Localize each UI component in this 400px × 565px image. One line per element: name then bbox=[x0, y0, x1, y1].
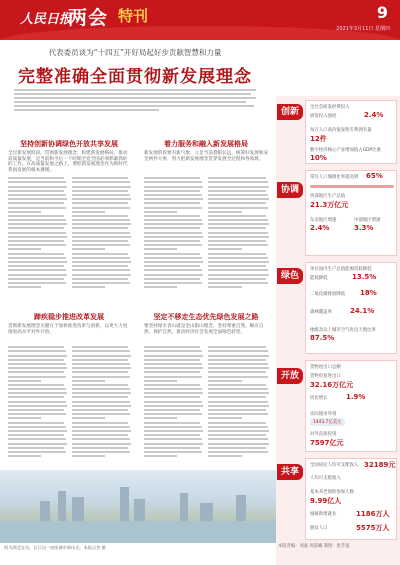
text-line bbox=[144, 278, 200, 280]
text-line bbox=[8, 376, 66, 378]
text-line bbox=[144, 455, 177, 457]
text-line bbox=[144, 371, 200, 373]
text-line bbox=[72, 392, 131, 394]
text-line bbox=[208, 223, 269, 225]
text-line bbox=[8, 190, 64, 192]
text-line bbox=[72, 278, 128, 280]
text-line bbox=[144, 244, 202, 246]
text-line bbox=[144, 401, 202, 403]
text-line bbox=[8, 207, 66, 209]
text-line bbox=[144, 434, 200, 436]
text-line bbox=[8, 244, 66, 246]
text-line bbox=[72, 447, 128, 449]
section-suffix: 特刊 bbox=[118, 7, 149, 25]
newspaper-logo: 人民日报 bbox=[20, 12, 73, 27]
text-line bbox=[208, 240, 266, 242]
text-line bbox=[8, 219, 66, 221]
page-headline: 完整准确全面贯彻新发展理念 bbox=[18, 67, 252, 87]
text-line bbox=[144, 181, 202, 183]
text-line bbox=[208, 253, 266, 255]
text-line bbox=[144, 219, 202, 221]
text-line bbox=[72, 269, 130, 271]
text-line bbox=[144, 376, 202, 378]
text-line bbox=[72, 261, 131, 263]
text-line bbox=[72, 282, 130, 284]
text-line bbox=[72, 409, 128, 411]
text-line bbox=[208, 401, 268, 403]
text-line bbox=[72, 248, 105, 250]
text-line bbox=[144, 211, 177, 213]
text-line bbox=[8, 367, 67, 369]
text-line bbox=[72, 355, 131, 357]
text-line bbox=[208, 430, 269, 432]
category-green: 绿色 bbox=[277, 268, 303, 284]
text-line bbox=[208, 422, 266, 424]
text-line bbox=[208, 227, 266, 229]
text-line bbox=[208, 447, 266, 449]
text-line bbox=[72, 434, 128, 436]
text-line bbox=[208, 363, 268, 365]
category-innovation: 创新 bbox=[277, 104, 303, 120]
opening-card: 货物进出口总额 货物贸易进出口 32.16万亿元 同比增长 1.9% 实际使用外资 1443.7亿美元 对外直接投资 7597亿元 bbox=[305, 360, 397, 452]
text-line bbox=[208, 257, 268, 259]
text-line bbox=[8, 401, 66, 403]
text-line bbox=[72, 215, 128, 217]
text-line bbox=[208, 409, 266, 411]
text-line bbox=[208, 215, 266, 217]
text-line bbox=[72, 388, 130, 390]
photo-caption: 图为湖北宜昌，长江边一座座城市新风光。本报记者 摄 bbox=[4, 545, 106, 550]
text-line bbox=[144, 232, 202, 234]
text-line bbox=[144, 363, 202, 365]
text-line bbox=[72, 346, 128, 348]
text-line bbox=[144, 248, 177, 250]
text-line bbox=[208, 371, 266, 373]
text-line bbox=[8, 396, 64, 398]
text-line bbox=[8, 181, 66, 183]
text-line bbox=[208, 405, 269, 407]
text-line bbox=[208, 232, 268, 234]
text-line bbox=[208, 434, 266, 436]
text-line bbox=[208, 359, 266, 361]
text-line bbox=[72, 211, 105, 213]
text-line bbox=[72, 198, 131, 200]
text-line bbox=[208, 384, 266, 386]
masthead-banner bbox=[0, 0, 400, 40]
text-line bbox=[8, 269, 66, 271]
text-line bbox=[8, 417, 41, 419]
text-line bbox=[8, 443, 67, 445]
article-1-subhead: 坚持创新协调绿色开放共享发展 bbox=[20, 140, 118, 148]
text-line bbox=[72, 455, 105, 457]
text-line bbox=[8, 405, 67, 407]
text-line bbox=[8, 265, 64, 267]
text-line bbox=[144, 409, 200, 411]
text-line bbox=[208, 413, 268, 415]
text-line bbox=[8, 455, 41, 457]
text-line bbox=[208, 346, 266, 348]
text-line bbox=[72, 274, 131, 276]
text-line bbox=[72, 227, 128, 229]
article-3-subhead: 蹄疾稳步推进改革发展 bbox=[34, 313, 104, 321]
text-line bbox=[8, 236, 67, 238]
text-line bbox=[72, 405, 131, 407]
text-line bbox=[144, 443, 203, 445]
text-line bbox=[208, 286, 242, 288]
article-4-lead: 要坚持绿水青山就是金山银山理念，坚持尊重自然、顺应自然、保护自然，推动经济社会发展全面绿色转型。 bbox=[144, 324, 264, 335]
text-line bbox=[72, 181, 130, 183]
text-line bbox=[8, 274, 67, 276]
text-line bbox=[208, 376, 268, 378]
text-line bbox=[144, 451, 202, 453]
text-line bbox=[8, 451, 66, 453]
text-line bbox=[144, 240, 200, 242]
text-line bbox=[72, 380, 105, 382]
text-line bbox=[144, 413, 202, 415]
text-line bbox=[208, 426, 268, 428]
text-line bbox=[208, 451, 268, 453]
article-2-subhead: 着力服务和融入新发展格局 bbox=[164, 140, 248, 148]
text-line bbox=[72, 396, 128, 398]
text-line bbox=[208, 396, 266, 398]
text-line bbox=[8, 384, 64, 386]
text-line bbox=[8, 240, 64, 242]
text-line bbox=[144, 236, 203, 238]
text-line bbox=[8, 186, 67, 188]
text-line bbox=[72, 253, 128, 255]
text-line bbox=[72, 236, 131, 238]
article-2-col-1 bbox=[144, 175, 204, 295]
text-line bbox=[72, 367, 131, 369]
text-line bbox=[144, 190, 200, 192]
text-line bbox=[208, 244, 268, 246]
text-line bbox=[8, 350, 66, 352]
text-line bbox=[8, 227, 64, 229]
article-3-lead: 贯彻新发展理念关键在于加快推进改革与创新，以更大力度推进高水平对外开放。 bbox=[8, 324, 128, 335]
text-line bbox=[144, 346, 200, 348]
article-1-lead: 全过新发展阶段，贯彻新发展理念，构建新发展格局，推动高质量发展，是当前和今后一个时期全党全国必须抓紧抓好的工作。在高质量发展之路上，要把新发展理念作为新时代我国发展的根本遵循。 bbox=[8, 151, 128, 173]
text-line bbox=[144, 430, 203, 432]
text-line bbox=[72, 426, 130, 428]
text-line bbox=[8, 434, 64, 436]
green-card: 单位国内生产总值能源消耗降低 能耗降低 13.5% 二氧化碳排放降低 18% 森林覆盖率 24.1% 地级及以上城市空气优良天数比率 87.5% bbox=[305, 262, 397, 354]
text-line bbox=[8, 346, 64, 348]
text-line bbox=[72, 265, 128, 267]
text-line bbox=[144, 380, 177, 382]
text-line bbox=[144, 207, 202, 209]
text-line bbox=[8, 198, 67, 200]
text-line bbox=[144, 392, 203, 394]
text-line bbox=[144, 359, 200, 361]
text-line bbox=[72, 430, 131, 432]
text-line bbox=[8, 363, 66, 365]
text-line bbox=[208, 211, 242, 213]
text-line bbox=[208, 443, 269, 445]
text-line bbox=[208, 417, 242, 419]
text-line bbox=[8, 215, 64, 217]
page-credits: 本版责编：刘嘉 周韵曦 制图：张芳曼 bbox=[278, 544, 350, 549]
text-line bbox=[144, 257, 202, 259]
text-line bbox=[144, 202, 200, 204]
text-line bbox=[208, 194, 268, 196]
text-line bbox=[8, 232, 66, 234]
article-4-col-2 bbox=[208, 344, 270, 466]
section-title: 两会 bbox=[68, 7, 109, 29]
text-line bbox=[8, 355, 67, 357]
text-line bbox=[208, 388, 268, 390]
text-line bbox=[208, 219, 268, 221]
text-line bbox=[72, 232, 130, 234]
text-line bbox=[8, 223, 67, 225]
text-line bbox=[72, 194, 130, 196]
text-line bbox=[8, 194, 66, 196]
article-4-subhead: 坚定不移走生态优先绿色发展之路 bbox=[153, 313, 259, 321]
page-number: 9 bbox=[376, 3, 388, 22]
text-line bbox=[72, 207, 130, 209]
text-line bbox=[72, 384, 128, 386]
text-line bbox=[208, 367, 269, 369]
text-line bbox=[8, 202, 64, 204]
article-4-col-1 bbox=[144, 344, 204, 466]
category-sharing: 共享 bbox=[277, 464, 303, 480]
text-line bbox=[208, 202, 266, 204]
text-line bbox=[144, 286, 177, 288]
text-line bbox=[72, 363, 130, 365]
text-line bbox=[208, 392, 269, 394]
text-line bbox=[144, 215, 200, 217]
text-line bbox=[8, 426, 66, 428]
text-line bbox=[8, 430, 67, 432]
text-line bbox=[8, 177, 64, 179]
text-line bbox=[8, 359, 64, 361]
sharing-card: 全国居民人均可支配收入 32189元 人均可支配收入 基本养老保险参保人数 9.99亿人 城镇新增就业 1186万人 脱贫人口 5575万人 bbox=[305, 458, 397, 540]
text-line bbox=[72, 422, 128, 424]
text-line bbox=[144, 367, 203, 369]
text-line bbox=[72, 417, 105, 419]
coordination-card: 常住人口城镇化率提高到 65% 西部地区生产总值 21.3万亿元 东北地区增速 2.4% 中部地区增速 3.3% bbox=[305, 170, 397, 256]
text-line bbox=[8, 211, 41, 213]
article-2-lead: 新发展阶段要有新气象，立足当前着眼长远，统筹好发展和安全两件大事，努力把新发展理念贯穿发展全过程和各领域。 bbox=[144, 151, 269, 162]
text-line bbox=[8, 409, 64, 411]
text-line bbox=[72, 223, 131, 225]
text-line bbox=[72, 219, 130, 221]
text-line bbox=[8, 392, 67, 394]
text-line bbox=[72, 350, 130, 352]
text-line bbox=[72, 202, 128, 204]
text-line bbox=[144, 177, 200, 179]
article-3-col-2 bbox=[72, 344, 132, 466]
text-line bbox=[208, 380, 242, 382]
text-line bbox=[8, 286, 41, 288]
text-line bbox=[8, 371, 64, 373]
text-line bbox=[208, 207, 268, 209]
text-line bbox=[72, 413, 130, 415]
text-line bbox=[72, 257, 130, 259]
text-line bbox=[72, 186, 131, 188]
text-line bbox=[144, 350, 202, 352]
text-line bbox=[144, 384, 200, 386]
text-line bbox=[144, 388, 202, 390]
text-line bbox=[144, 438, 202, 440]
text-line bbox=[144, 194, 202, 196]
text-line bbox=[72, 244, 130, 246]
intro-text-block bbox=[14, 87, 256, 117]
text-line bbox=[8, 261, 67, 263]
text-line bbox=[208, 278, 266, 280]
text-line bbox=[208, 198, 269, 200]
text-line bbox=[8, 438, 66, 440]
text-line bbox=[8, 447, 64, 449]
text-line bbox=[72, 438, 130, 440]
text-line bbox=[144, 405, 203, 407]
text-line bbox=[144, 223, 203, 225]
text-line bbox=[144, 422, 200, 424]
text-line bbox=[8, 413, 66, 415]
text-line bbox=[208, 190, 266, 192]
text-line bbox=[72, 451, 130, 453]
text-line bbox=[208, 282, 268, 284]
innovation-card: 全社会研发经费投入 研发投入强度 2.4% 每万人口高价值发明专利拥有量 12件 数字经济核心产业增加值占GDP比重 10% bbox=[305, 100, 397, 164]
text-line bbox=[208, 350, 268, 352]
article-1-col-1 bbox=[8, 175, 68, 295]
text-line bbox=[8, 257, 66, 259]
text-line bbox=[72, 286, 105, 288]
text-line bbox=[72, 359, 128, 361]
text-line bbox=[144, 396, 200, 398]
text-line bbox=[208, 236, 269, 238]
text-line bbox=[8, 248, 41, 250]
text-line bbox=[72, 401, 130, 403]
text-line bbox=[208, 181, 268, 183]
text-line bbox=[8, 278, 64, 280]
text-line bbox=[72, 190, 128, 192]
text-line bbox=[72, 443, 131, 445]
text-line bbox=[144, 447, 200, 449]
category-opening: 开放 bbox=[277, 368, 303, 384]
text-line bbox=[208, 248, 242, 250]
issue-date: 2021年3月11日 星期四 bbox=[336, 26, 390, 32]
text-line bbox=[72, 376, 130, 378]
text-line bbox=[144, 269, 202, 271]
text-line bbox=[208, 177, 266, 179]
text-line bbox=[144, 198, 203, 200]
text-line bbox=[144, 261, 203, 263]
text-line bbox=[144, 253, 200, 255]
text-line bbox=[208, 261, 269, 263]
text-line bbox=[8, 422, 64, 424]
text-line bbox=[208, 274, 269, 276]
text-line bbox=[72, 240, 128, 242]
text-line bbox=[144, 417, 177, 419]
text-line bbox=[208, 269, 268, 271]
kicker: 代表委员谈为“十四五”开好局起好步贡献智慧和力量 bbox=[48, 48, 222, 57]
text-line bbox=[144, 282, 202, 284]
category-coordination: 协调 bbox=[277, 182, 303, 198]
text-line bbox=[144, 426, 202, 428]
text-line bbox=[72, 177, 128, 179]
text-line bbox=[144, 186, 203, 188]
article-3-col-1 bbox=[8, 344, 68, 466]
text-line bbox=[72, 371, 128, 373]
text-line bbox=[144, 274, 203, 276]
city-skyline-photo bbox=[0, 470, 276, 543]
text-line bbox=[208, 438, 268, 440]
article-2-col-2 bbox=[208, 175, 270, 295]
text-line bbox=[208, 455, 242, 457]
text-line bbox=[144, 355, 203, 357]
text-line bbox=[144, 265, 200, 267]
text-line bbox=[8, 388, 66, 390]
text-line bbox=[208, 265, 266, 267]
text-line bbox=[208, 186, 269, 188]
article-1-col-2 bbox=[72, 175, 132, 295]
text-line bbox=[144, 227, 200, 229]
text-line bbox=[8, 380, 41, 382]
text-line bbox=[8, 282, 66, 284]
text-line bbox=[208, 355, 269, 357]
text-line bbox=[8, 253, 64, 255]
